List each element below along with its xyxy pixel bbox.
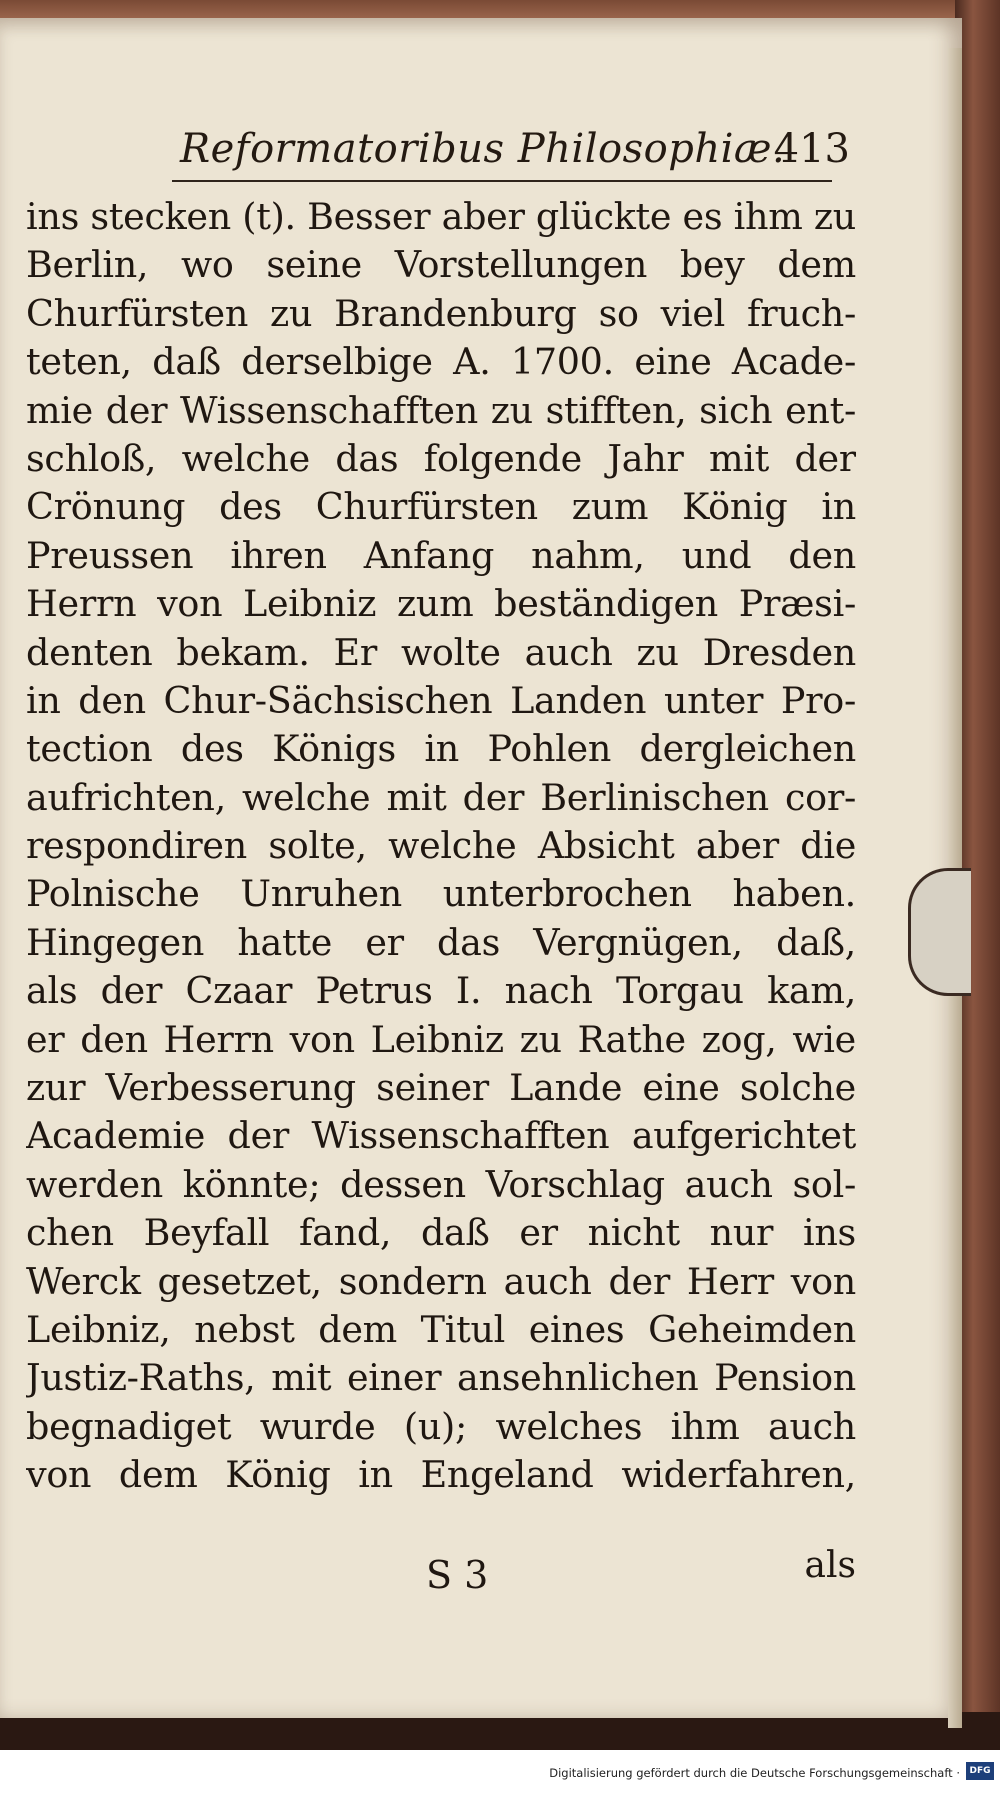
running-head [170,126,850,176]
text-line: denten bekam. Er wolte auch zu Dresden [26,630,856,674]
text-line: begnadiget wurde (u); welches ihm auch [26,1404,856,1448]
book-clasp [908,868,971,996]
catchword: als [804,1545,856,1586]
text-line: Berlin, wo seine Vorstellungen bey dem [26,243,856,287]
text-line: in den Chur-Sächsischen Landen unter Pro- [26,678,856,722]
dfg-logo-icon: DFG [966,1762,994,1780]
footer-bar [0,1752,1000,1795]
text-line: als der Czaar Petrus I. nach Torgau kam, [26,969,856,1013]
text-line: Justiz-Raths, mit einer ansehnlichen Pension [26,1356,856,1400]
text-line: aufrichten, welche mit der Berlinischen cor- [26,775,856,819]
text-line: schloß, welche das folgende Jahr mit der [26,436,856,480]
text-line: Polnische Unruhen unterbrochen haben. [26,872,856,916]
text-line: Academie der Wissenschafften aufgerichtet [26,1114,856,1158]
funding-credit: Digitalisierung gefördert durch die Deutsche Forschungsgemeinschaft · [549,1766,960,1780]
text-line: Churfürsten zu Brandenburg so viel fruch- [26,291,856,335]
body-text [26,193,856,1500]
text-line: Hingegen hatte er das Vergnügen, daß, [26,920,856,964]
text-line: chen Beyfall fand, daß er nicht nur ins [26,1211,856,1255]
text-line: Crönung des Churfürsten zum König in [26,485,856,529]
header-rule [172,180,832,182]
text-line: ins stecken (t). Besser aber glückte es ihm zu [26,195,856,238]
text-line: mie der Wissenschafften zu stifften, sich ent- [26,388,856,432]
text-line: Preussen ihren Anfang nahm, und den [26,533,856,577]
running-head-title: Reformatoribus Philosophiæ. [180,126,786,172]
text-line: Herrn von Leibniz zum beständigen Præsi- [26,582,856,626]
text-line: er den Herrn von Leibniz zu Rathe zog, wie [26,1017,856,1061]
signature-mark: S 3 [426,1553,489,1597]
text-line: tection des Königs in Pohlen dergleichen [26,727,856,771]
book-page [0,18,962,1718]
text-line: respondiren solte, welche Absicht aber die [26,824,856,868]
text-line: Werck gesetzet, sondern auch der Herr von [26,1259,856,1303]
text-line: zur Verbesserung seiner Lande eine solche [26,1066,856,1110]
text-line: von dem König in Engeland widerfahren, [26,1453,856,1497]
page-foot [26,1545,856,1603]
text-line: teten, daß derselbige A. 1700. eine Acade- [26,340,856,384]
text-line: Leibniz, nebst dem Titul eines Geheimden [26,1307,856,1351]
text-line: werden könnte; dessen Vorschlag auch sol- [26,1162,856,1206]
page-number: 413 [773,126,850,172]
